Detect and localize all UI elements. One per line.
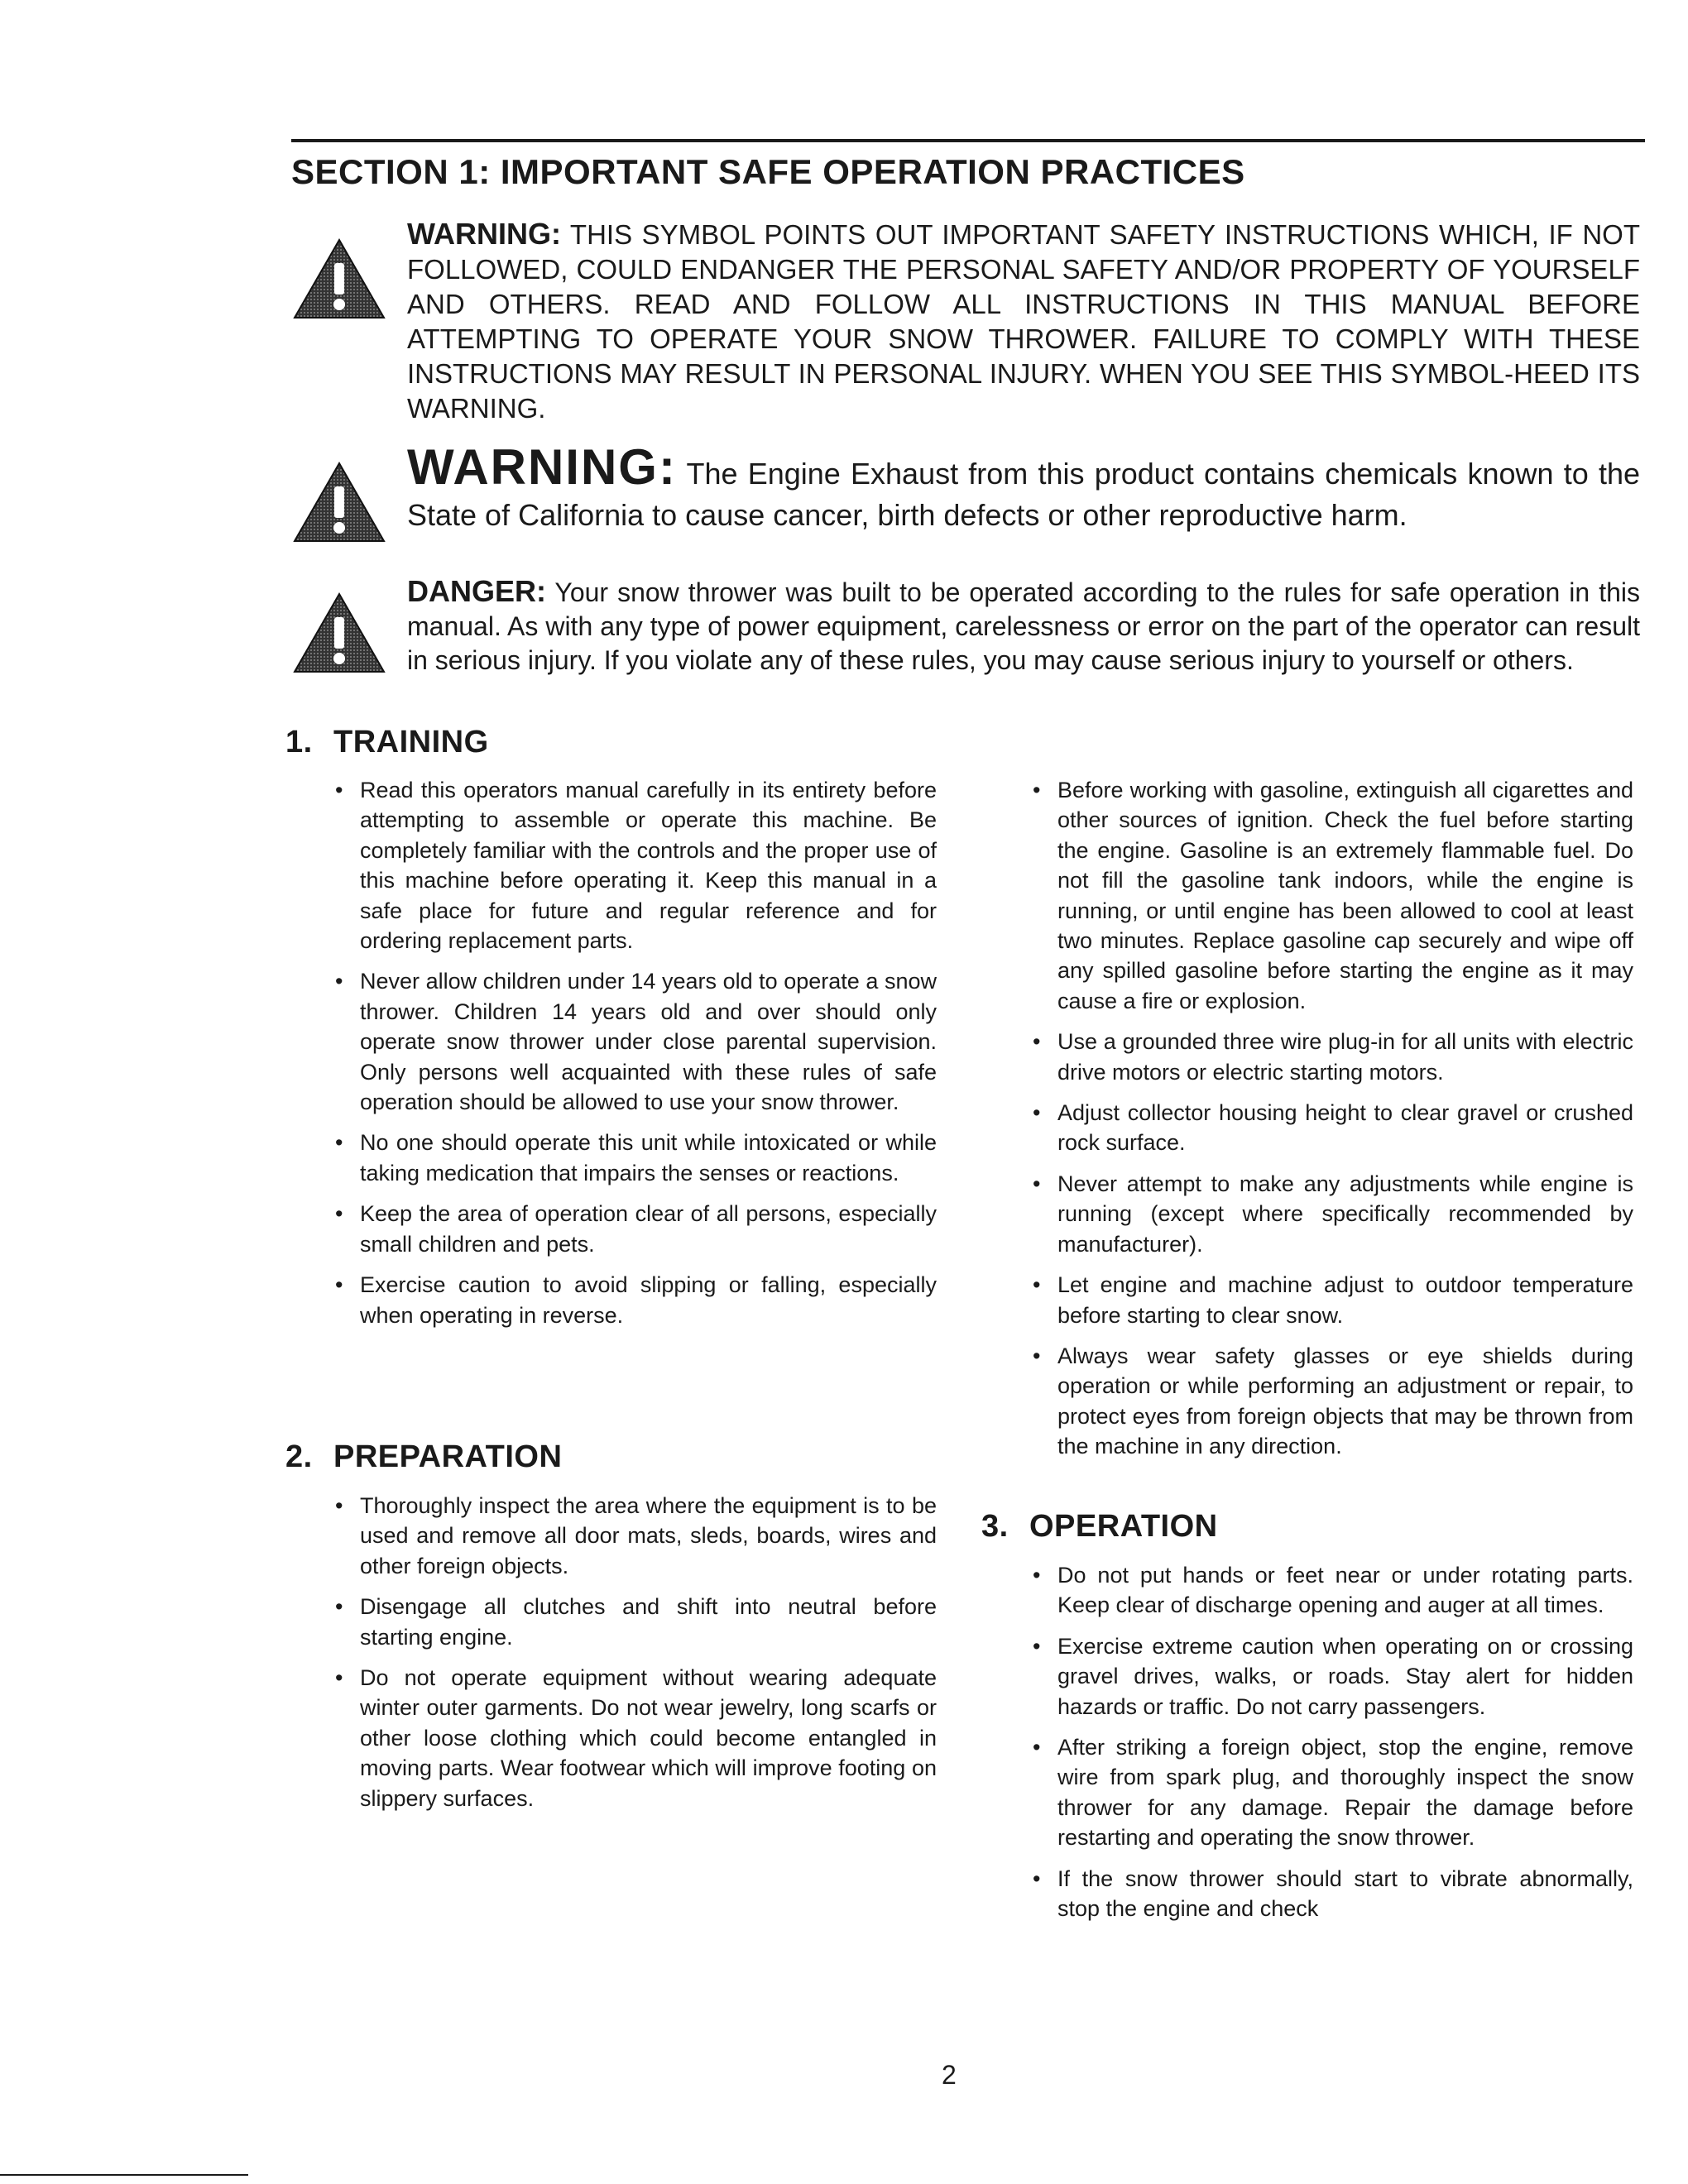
- warning-triangle-icon: [293, 238, 386, 319]
- warning-notice-california: [407, 439, 1640, 536]
- section-number: 3.: [981, 1509, 1009, 1544]
- danger-label: DANGER:: [407, 574, 546, 608]
- preparation-heading: [285, 1439, 562, 1475]
- bottom-rule: [0, 2174, 248, 2176]
- warning-label: WARNING:: [407, 217, 561, 251]
- warning-triangle-icon: [293, 592, 386, 673]
- list-item: • Adjust collector housing height to clear gravel or crushed rock surface.: [1033, 1098, 1633, 1158]
- section-heading-text: TRAINING: [333, 725, 489, 759]
- training-heading: [285, 725, 489, 760]
- list-item: • Exercise caution to avoid slipping or falling, especially when operating in reverse.: [335, 1270, 937, 1330]
- warning-text: The Engine Exhaust from this product contains chemicals known to the State of California to cause cancer, birth defects or other reproductive harm.: [407, 457, 1640, 532]
- top-rule: [291, 139, 1645, 142]
- operation-list: [1033, 1560, 1633, 1934]
- danger-notice: [407, 574, 1640, 678]
- preparation-list-continued: [1033, 775, 1633, 1473]
- list-item: • Do not put hands or feet near or under rotating parts. Keep clear of discharge opening and auger at all times.: [1033, 1560, 1633, 1621]
- page-number: 2: [942, 2060, 957, 2090]
- list-item: • Use a grounded three wire plug-in for all units with electric drive motors or electric starting motors.: [1033, 1027, 1633, 1087]
- list-item: • Never attempt to make any adjustments while engine is running (except where specifically recommended by manufacturer).: [1033, 1169, 1633, 1259]
- preparation-list: [335, 1491, 937, 1824]
- list-item: • Exercise extreme caution when operating on or crossing gravel drives, walks, or roads. Stay alert for hidden hazards or traffic. Do not carry passengers.: [1033, 1631, 1633, 1722]
- list-item: • Let engine and machine adjust to outdoor temperature before starting to clear snow.: [1033, 1270, 1633, 1330]
- list-item: • No one should operate this unit while intoxicated or while taking medication that impairs the senses or reactions.: [335, 1128, 937, 1188]
- list-item: • After striking a foreign object, stop the engine, remove wire from spark plug, and thoroughly inspect the snow thrower for any damage. Repair the damage before restarting and operating the snow thrower.: [1033, 1732, 1633, 1853]
- list-item: • Read this operators manual carefully in its entirety before attempting to assemble or operate this machine. Be completely familiar with the controls and the proper use of this machine before operating it. Keep this manual in a safe place for future and regular reference and for ordering replacement parts.: [335, 775, 937, 956]
- list-item: • Before working with gasoline, extinguish all cigarettes and other sources of ignition. Check the fuel before starting the engine. Gasoline is an extremely flammable fuel. Do not fill the gasoline tank indoors, while the engine is running, or until engine has been allowed to cool at least two minutes. Replace gasoline cap securely and wipe off any spilled gasoline before starting the engine as it may cause a fire or explosion.: [1033, 775, 1633, 1016]
- operation-heading: [981, 1509, 1218, 1545]
- list-item: • Do not operate equipment without wearing adequate winter outer garments. Do not wear jewelry, long scarfs or other loose clothing which could become entangled in moving parts. Wear footwear which will improve footing on slippery surfaces.: [335, 1663, 937, 1813]
- warning-notice-safety-symbol: [407, 217, 1640, 426]
- list-item: • Disengage all clutches and shift into neutral before starting engine.: [335, 1592, 937, 1652]
- list-item: • Always wear safety glasses or eye shields during operation or while performing an adjustment or repair, to protect eyes from foreign objects that may be thrown from the machine in any direction.: [1033, 1341, 1633, 1462]
- list-item: • Never allow children under 14 years old to operate a snow thrower. Children 14 years old and over should only operate snow thrower under close parental supervision. Only persons well acquainted with these rules of safe operation should be allowed to use your snow thrower.: [335, 966, 937, 1117]
- section-title: SECTION 1: IMPORTANT SAFE OPERATION PRACTICES: [291, 152, 1245, 191]
- section-heading-text: PREPARATION: [333, 1439, 563, 1474]
- list-item: • Thoroughly inspect the area where the equipment is to be used and remove all door mats, sleds, boards, wires and other foreign objects.: [335, 1491, 937, 1581]
- warning-label: WARNING:: [407, 439, 677, 495]
- section-number: 2.: [285, 1439, 313, 1474]
- danger-text: Your snow thrower was built to be operated according to the rules for safe operation in this manual. As with any type of power equipment, carelessness or error on the part of the operator can result in serious injury. If you violate any of these rules, you may cause serious injury to yourself or others.: [407, 577, 1640, 675]
- training-list: [335, 775, 937, 1341]
- section-number: 1.: [285, 725, 313, 759]
- section-heading-text: OPERATION: [1029, 1509, 1218, 1544]
- list-item: • If the snow thrower should start to vibrate abnormally, stop the engine and check: [1033, 1864, 1633, 1924]
- warning-triangle-icon: [293, 462, 386, 543]
- list-item: • Keep the area of operation clear of all persons, especially small children and pets.: [335, 1199, 937, 1259]
- warning-text: THIS SYMBOL POINTS OUT IMPORTANT SAFETY INSTRUCTIONS WHICH, IF NOT FOLLOWED, COULD ENDANGER THE PERSONAL SAFETY AND/OR PROPERTY OF YOURSELF AND OTHERS. READ AND FOLLOW ALL INSTRUCTIONS IN THIS MANUAL BEFORE ATTEMPTING TO OPERATE YOUR SNOW THROWER. FAILURE TO COMPLY WITH THESE INSTRUCTIONS MAY RESULT IN PERSONAL INJURY. WHEN YOU SEE THIS SYMBOL-HEED ITS WARNING.: [407, 219, 1640, 424]
